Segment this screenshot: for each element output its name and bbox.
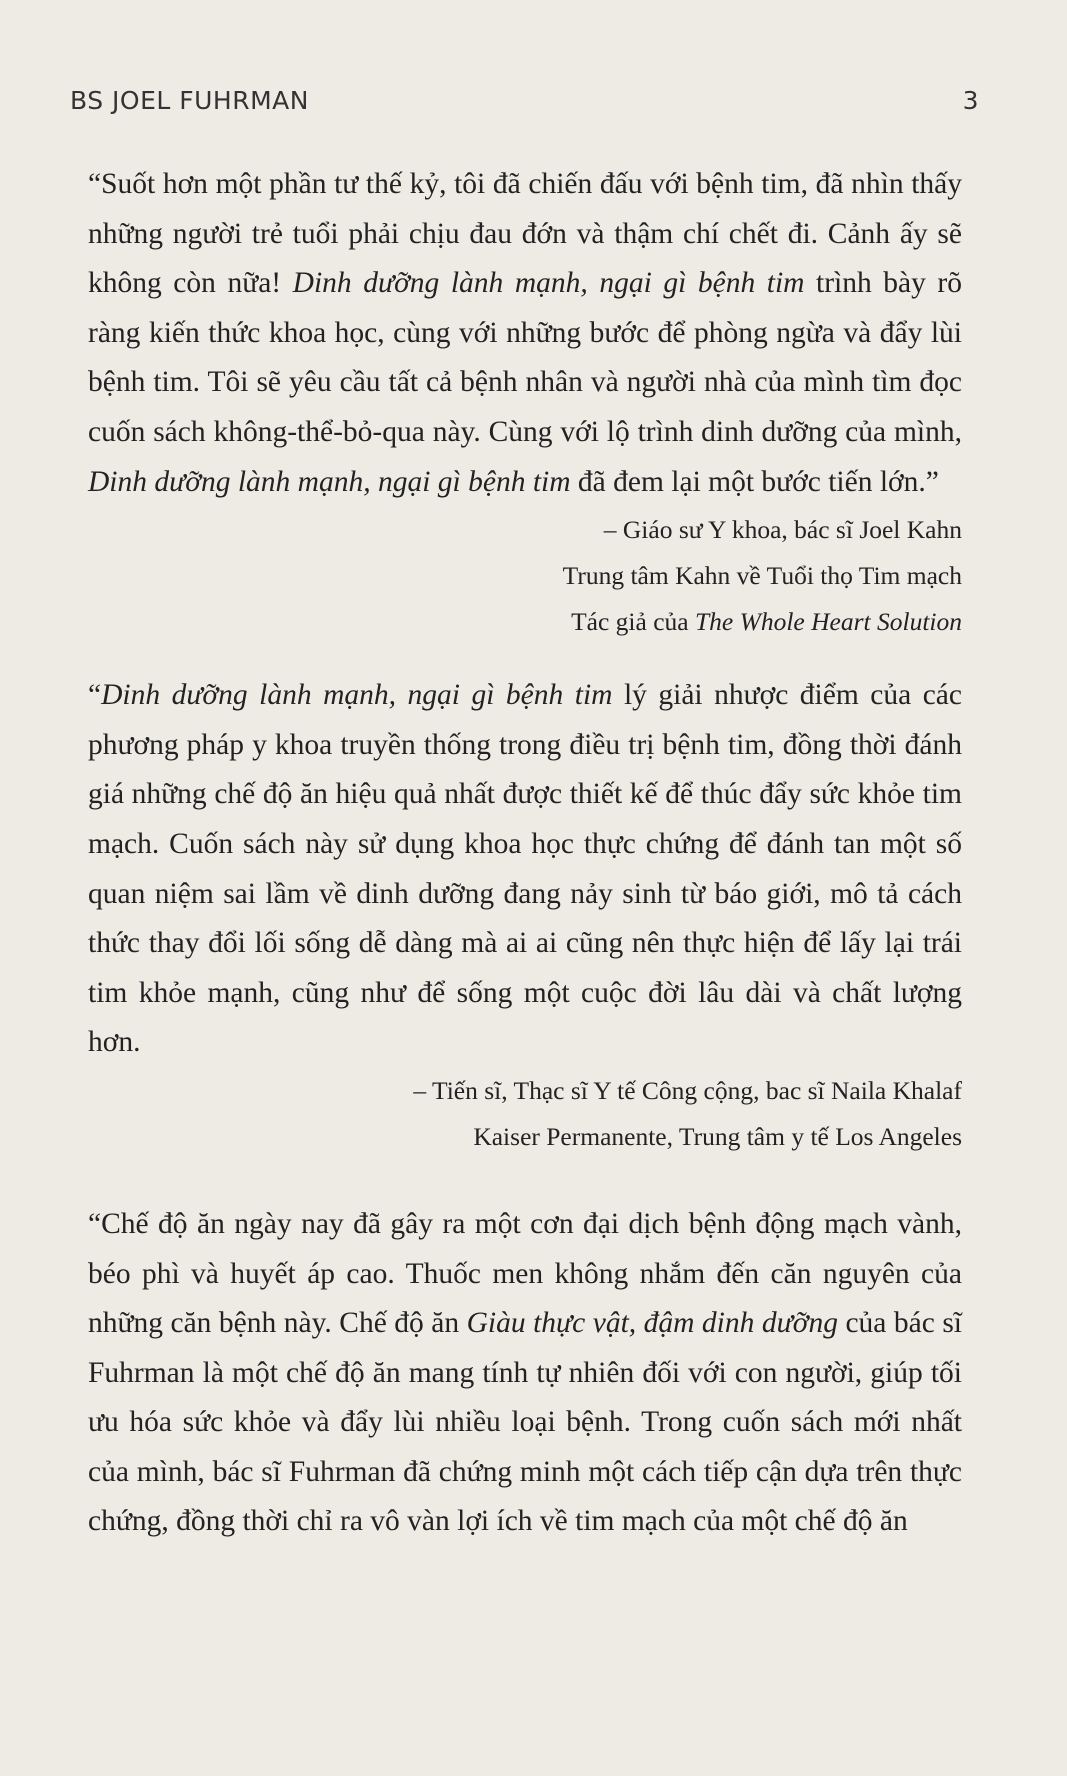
page-body xyxy=(88,160,962,1547)
book-title: Dinh dưỡng lành mạnh, ngại gì bệnh tim xyxy=(292,267,805,300)
attribution-book-title: The Whole Heart Solution xyxy=(694,607,962,637)
quote-text: đã đem lại một bước tiến lớn.” xyxy=(570,465,939,498)
quote-text: trình bày rõ ràng kiến thức khoa học, cùng với những bước để phòng ngừa và đẩy lùi bệnh tim. Tôi sẽ yêu cầu tất cả bệnh nhân và người nhà của mình tìm đọc cuốn sách không-thể-bỏ-qua này. Cùng với lộ trình dinh dưỡng của mình, xyxy=(88,267,963,448)
attribution-book-prefix: Tác giả của xyxy=(571,607,695,637)
book-title: Dinh dưỡng lành mạnh, ngại gì bệnh tim xyxy=(101,679,613,712)
quote-text: lý giải nhược điểm của các phương pháp y khoa truyền thống trong điều trị bệnh tim, đồng thời đánh giá những chế độ ăn hiệu quả nhất được thiết kế để thúc đẩy sức khỏe tim mạch. Cuốn sách này sử dụng khoa học thực chứng để đánh tan một số quan niệm sai lầm về dinh dưỡng đang nảy sinh từ báo giới, mô tả cách thức thay đổi lối sống dễ dàng mà ai ai cũng nên thực hiện để lấy lại trái tim khỏe mạnh, cũng như để sống một cuộc đời lâu dài và chất lượng hơn. xyxy=(88,679,962,1059)
book-title: Dinh dưỡng lành mạnh, ngại gì bệnh tim xyxy=(88,465,571,498)
endorsement-quote-khalaf xyxy=(88,671,962,1068)
section-gap xyxy=(88,645,962,671)
endorsement-quote-kahn xyxy=(88,160,962,507)
attribution-name: – Giáo sư Y khoa, bác sĩ Joel Kahn xyxy=(603,515,962,545)
quote-text: “Chế độ ăn ngày nay đã gây ra một cơn đại dịch bệnh động mạch vành, béo phì và huyết áp cao. Thuốc men không nhắm đến căn nguyên của những căn bệnh này. Chế độ ăn xyxy=(88,1207,962,1340)
author-name: BS JOEL FUHRMAN xyxy=(70,86,309,115)
page-number: 3 xyxy=(962,86,979,115)
quote-text: của bác sĩ Fuhrman là một chế độ ăn mang tính tự nhiên đối với con người, giúp tối ưu hóa sức khỏe và đẩy lùi nhiều loại bệnh. Trong cuốn sách mới nhất của mình, bác sĩ Fuhrman đã chứng minh một cách tiếp cận dựa trên thực chứng, đồng thời chỉ ra vô vàn lợi ích về tim mạch của một chế độ ăn xyxy=(88,1307,962,1538)
endorsement-quote-third xyxy=(88,1200,962,1547)
running-head xyxy=(70,86,979,115)
quote-text: “ xyxy=(88,679,102,712)
quote-text: “Suốt hơn một phần tư thế kỷ, tôi đã chiến đấu với bệnh tim, đã nhìn thấy những người trẻ tuổi phải chịu đau đớn và thậm chí chết đi. Cảnh ấy sẽ không còn nữa! xyxy=(88,168,962,300)
attribution-affiliation: Trung tâm Kahn về Tuổi thọ Tim mạch xyxy=(562,561,962,591)
section-gap xyxy=(88,1160,962,1200)
diet-name: Giàu thực vật, đậm dinh dưỡng xyxy=(466,1307,838,1340)
attribution-book xyxy=(88,599,962,645)
attribution-affiliation: Kaiser Permanente, Trung tâm y tế Los Angeles xyxy=(473,1121,962,1151)
attribution-name: – Tiến sĩ, Thạc sĩ Y tế Công cộng, bac sĩ Naila Khalaf xyxy=(413,1075,962,1105)
